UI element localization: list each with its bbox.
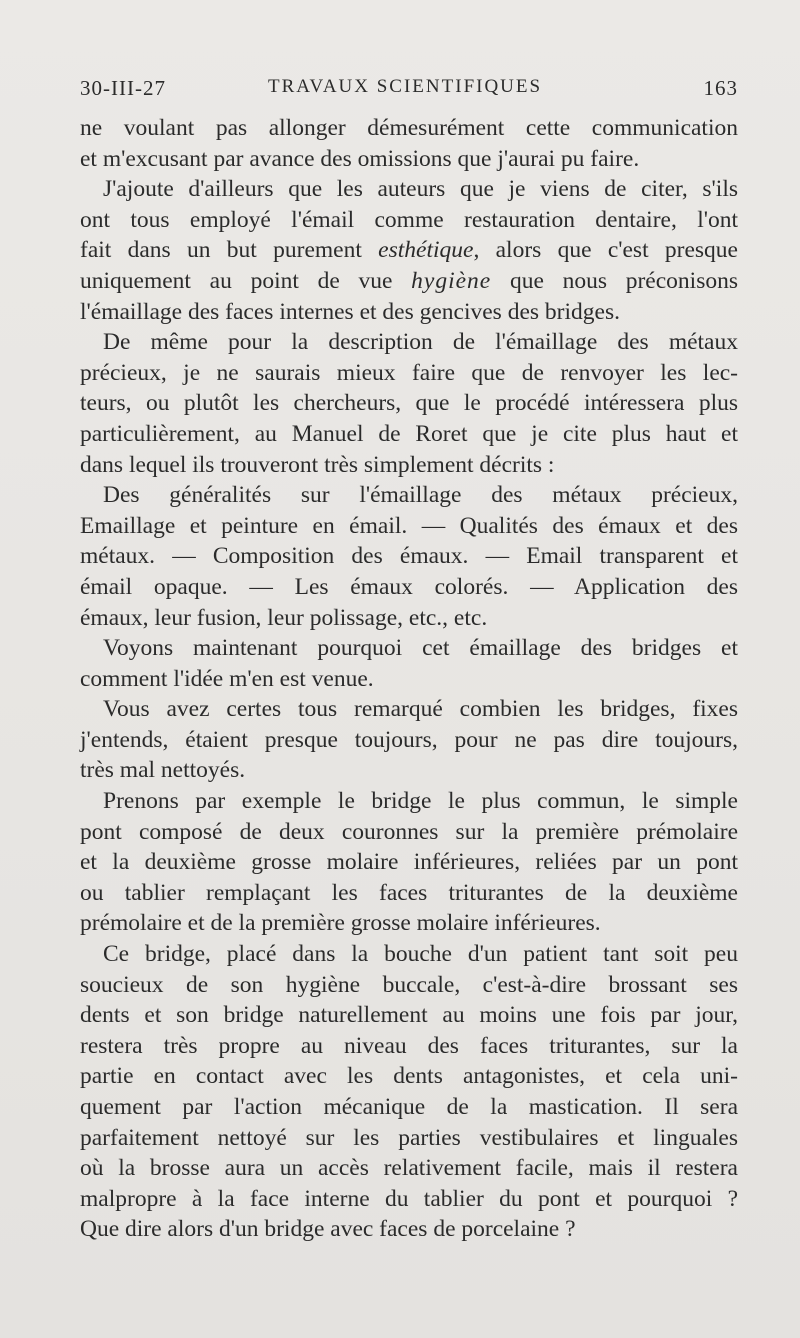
text-line: très mal nettoyés. bbox=[80, 757, 246, 784]
text-line: malpropre à la face interne du tablier du pont et pourquoi ? bbox=[80, 1185, 738, 1212]
text-line: l'émaillage des faces internes et des gencives des bridges. bbox=[80, 298, 620, 325]
text-line: ou tablier remplaçant les faces triturantes de la deuxième bbox=[80, 879, 738, 906]
body-text bbox=[80, 113, 738, 1245]
italic-word: hygiène bbox=[411, 267, 492, 294]
text-line: émail opaque. — Les émaux colorés. — Application des bbox=[80, 573, 738, 600]
text-line: et la deuxième grosse molaire inférieures, reliées par un pont bbox=[80, 849, 738, 876]
text-line: Des généralités sur l'émaillage des métaux précieux, bbox=[103, 482, 738, 509]
text-line: Que dire alors d'un bridge avec faces de porcelaine ? bbox=[80, 1216, 576, 1243]
italic-word: esthétique bbox=[378, 237, 474, 264]
header-date: 30-III-27 bbox=[80, 76, 166, 100]
running-head bbox=[80, 76, 738, 106]
text-line: Vous avez certes tous remarqué combien les bridges, fixes bbox=[103, 696, 738, 723]
text-line: Voyons maintenant pourquoi cet émaillage des bridges et bbox=[103, 635, 738, 662]
text-line: restera très propre au niveau des faces triturantes, sur la bbox=[80, 1032, 738, 1059]
text-line bbox=[80, 235, 738, 266]
text-line: particulièrement, au Manuel de Roret que je cite plus haut et bbox=[80, 420, 738, 447]
text-line: et m'excusant par avance des omissions que j'aurai pu faire. bbox=[80, 145, 640, 172]
text-line: partie en contact avec les dents antagonistes, et cela uni- bbox=[80, 1063, 738, 1090]
text-line: émaux, leur fusion, leur polissage, etc., etc. bbox=[80, 604, 488, 631]
page-number: 163 bbox=[703, 76, 738, 100]
text-line: comment l'idée m'en est venue. bbox=[80, 665, 374, 692]
text-fragment: que nous préconisons bbox=[491, 267, 738, 294]
text-line: ont tous employé l'émail comme restauration dentaire, l'ont bbox=[80, 206, 738, 233]
text-line: soucieux de son hygiène buccale, c'est-à-dire brossant ses bbox=[80, 971, 738, 998]
text-line: ne voulant pas allonger démesurément cette communication bbox=[80, 115, 738, 141]
text-line: prémolaire et de la première grosse molaire inférieures. bbox=[80, 910, 601, 937]
header-title: TRAVAUX SCIENTIFIQUES bbox=[268, 76, 543, 97]
text-line: Ce bridge, placé dans la bouche d'un patient tant soit peu bbox=[103, 941, 738, 968]
text-line: J'ajoute d'ailleurs que les auteurs que je viens de citer, s'ils bbox=[103, 176, 738, 203]
text-line: métaux. — Composition des émaux. — Email transparent et bbox=[80, 543, 738, 570]
text-fragment: , alors que c'est presque bbox=[473, 237, 738, 264]
text-line: j'entends, étaient presque toujours, pour ne pas dire toujours, bbox=[80, 726, 738, 753]
text-line: De même pour la description de l'émaillage des métaux bbox=[103, 329, 738, 356]
text-line: dans lequel ils trouveront très simplement décrits : bbox=[80, 451, 555, 478]
text-fragment: uniquement au point de vue bbox=[80, 267, 412, 294]
text-fragment: fait dans un but purement bbox=[80, 237, 379, 264]
text-line: pont composé de deux couronnes sur la première prémolaire bbox=[80, 818, 738, 845]
text-line bbox=[80, 266, 738, 297]
text-line: dents et son bridge naturellement au moins une fois par jour, bbox=[80, 1002, 738, 1029]
text-line: teurs, ou plutôt les chercheurs, que le procédé intéressera plus bbox=[80, 390, 738, 417]
text-line: quement par l'action mécanique de la mastication. Il sera bbox=[80, 1094, 738, 1120]
text-line: Prenons par exemple le bridge le plus commun, le simple bbox=[103, 788, 738, 815]
text-line: parfaitement nettoyé sur les parties vestibulaires et linguales bbox=[80, 1124, 738, 1151]
text-line: précieux, je ne saurais mieux faire que de renvoyer les lec- bbox=[80, 359, 738, 386]
text-line: où la brosse aura un accès relativement facile, mais il restera bbox=[80, 1155, 738, 1182]
text-line: Emaillage et peinture en émail. — Qualités des émaux et des bbox=[80, 512, 738, 539]
